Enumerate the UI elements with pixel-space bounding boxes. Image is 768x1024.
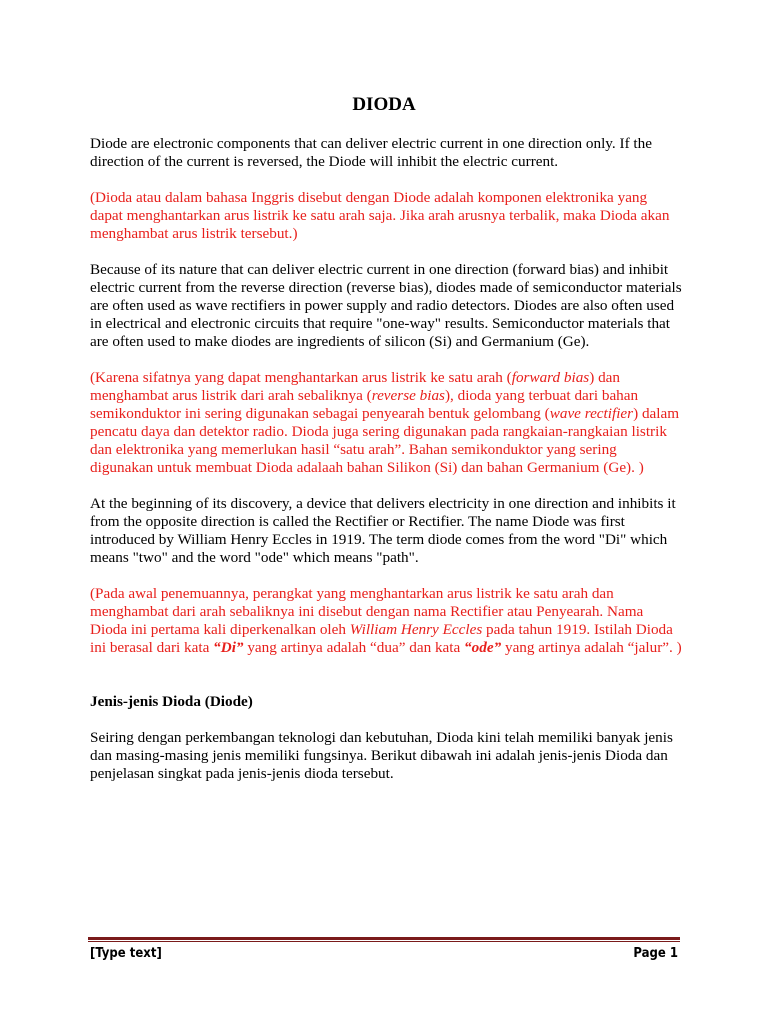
term-reverse-bias: reverse bias: [371, 387, 445, 404]
term-ode: “ode”: [464, 639, 502, 656]
text-span: ), dioda yang terbuat dari bahan semikonduktor ini sering digunakan sebagai penyearah bentuk gelombang (: [90, 387, 639, 422]
paragraph-indonesian-3: [90, 585, 682, 657]
text-span: ) dalam pencatu daya dan detektor radio. Dioda juga sering digunakan pada rangkaian-rangkaian listrik dan elektronika yang memerlukan hasil “satu arah”. Bahan semikonduktor yang sering digunakan untuk membuat Dioda adalaah bahan Silikon (Si) dan bahan Germanium (Ge). ): [90, 405, 680, 476]
footer-divider-thin: [88, 941, 680, 942]
paragraph-english-2: Because of its nature that can deliver electric current in one direction (forward bias) and inhibit electric current from the reverse direction (reverse bias), diodes made of semiconductor materials are often used as wave rectifiers in power supply and radio detectors. Diodes are also often used in electrical and electronic circuits that require "one-way" results. Semiconductor materials that are often used to make diodes are ingredients of silicon (Si) and Germanium (Ge).: [90, 261, 682, 350]
text-span: (Pada awal penemuannya, perangkat yang menghantarkan arus listrik ke satu arah dan menghambat dari arah sebaliknya ini disebut dengan nama Rectifier atau Penyearah. Nama Dioda ini pertama kali diperkenalkan oleh: [90, 585, 644, 638]
term-wave-rectifier: wave rectifier: [549, 405, 634, 422]
text-span: pada tahun 1919. Istilah Dioda ini berasal dari kata: [90, 621, 673, 656]
page-number: Page 1: [633, 946, 678, 961]
name-william-henry-eccles: William Henry Eccles: [349, 621, 483, 638]
document-body: [90, 135, 682, 801]
paragraph-indonesian-2: [90, 369, 682, 477]
paragraph-english-3: At the beginning of its discovery, a device that delivers electricity in one direction and inhibits it from the opposite direction is called the Rectifier or Rectifier. The name Diode was first introduced by William Henry Eccles in 1919. The term diode comes from the word "Di" which means "two" and the word "ode" which means "path".: [90, 495, 676, 566]
paragraph-english-1: Diode are electronic components that can deliver electric current in one direction only. If the direction of the current is reversed, the Diode will inhibit the electric current.: [90, 135, 652, 170]
footer-left-text: [Type text]: [90, 946, 162, 961]
text-span: yang artinya adalah “jalur”. ): [501, 639, 682, 656]
term-forward-bias: forward bias: [511, 369, 590, 386]
text-span: ) dan menghambat arus listrik dari arah sebaliknya (: [90, 369, 621, 404]
footer-divider: [88, 937, 680, 940]
paragraph-indonesian-1: (Dioda atau dalam bahasa Inggris disebut dengan Diode adalah komponen elektronika yang dapat menghantarkan arus listrik ke satu arah saja. Jika arah arusnya terbalik, maka Dioda akan menghambat arus listrik tersebut.): [90, 189, 670, 242]
section-heading: Jenis-jenis Dioda (Diode): [90, 693, 253, 710]
page-title: DIODA: [352, 94, 416, 115]
text-span: (Karena sifatnya yang dapat menghantarkan arus listrik ke satu arah (: [90, 369, 512, 386]
term-di: “Di”: [213, 639, 244, 656]
paragraph-types-intro: Seiring dengan perkembangan teknologi dan kebutuhan, Dioda kini telah memiliki banyak jenis dan masing-masing jenis memiliki fungsinya. Berikut dibawah ini adalah jenis-jenis Dioda dan penjelasan singkat pada jenis-jenis dioda tersebut.: [90, 729, 673, 782]
text-span: yang artinya adalah “dua” dan kata: [243, 639, 465, 656]
